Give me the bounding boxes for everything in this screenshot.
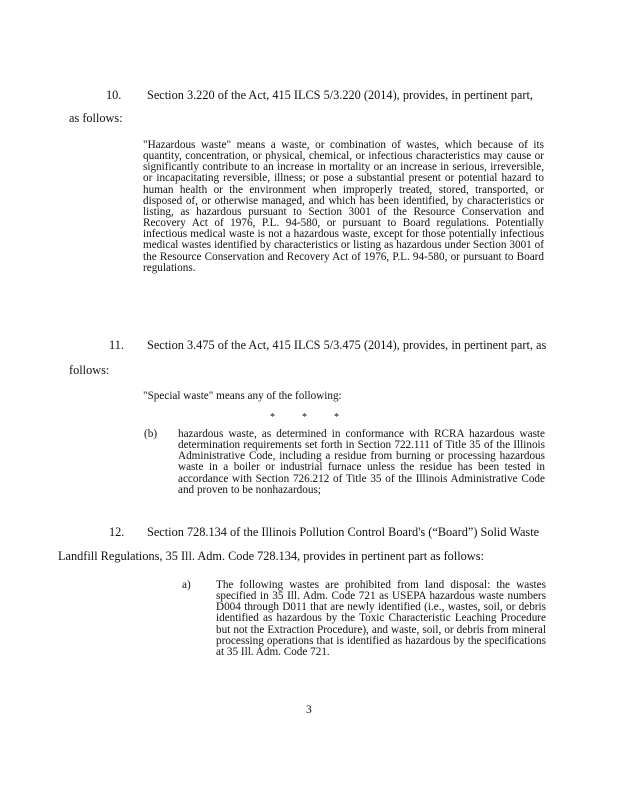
paragraph-12-number: 12. <box>109 525 125 539</box>
paragraph-10-number: 10. <box>106 88 122 102</box>
asterisk: * <box>334 412 339 423</box>
item-b-text: hazardous waste, as determined in conformance with RCRA hazardous waste determination requirements set forth in Section 722.111 of Title 35 of the Illinois Administrative Code, including a residue from burning or processing hazardous waste in a boiler or industrial furnace unless the residue has been tested in accordance with Section 726.212 of Title 35 of the Illinois Administrative Code and proven to be nonhazardous; <box>178 428 545 496</box>
paragraph-11-number: 11. <box>109 338 124 352</box>
paragraph-10-continuation: as follows: <box>69 111 123 125</box>
paragraph-11-first-line: Section 3.475 of the Act, 415 ILCS 5/3.475 (2014), provides, in pertinent part, as <box>147 338 547 352</box>
hazardous-waste-definition-quote: "Hazardous waste" means a waste, or combination of wastes, which because of its quantity, concentration, or physical, chemical, or infectious characteristics may cause or significantly contribute to an increase in mortality or an increase in serious, irreversible, or incapacitating reversible, illness; or pose a substantial present or potential hazard to human health or the environment when improperly treated, stored, transported, or disposed of, or otherwise managed, and which has been identified, by characteristics or listing, as hazardous pursuant to Section 3001 of the Resource Conservation and Recovery Act of 1976, P.L. 94-580, or pursuant to Board regulations. Potentially infectious medical waste is not a hazardous waste, except for those potentially infectious medical wastes identified by characteristics or listing as hazardous under Section 3001 of the Resource Conservation and Recovery Act of 1976, P.L. 94-580, or pursuant to Board regulations. <box>143 139 544 274</box>
paragraph-12-continuation: Landfill Regulations, 35 Ill. Adm. Code 728.134, provides in pertinent part as follows: <box>58 549 484 563</box>
item-b-label: (b) <box>144 428 158 440</box>
paragraph-11-continuation: follows: <box>69 363 110 377</box>
special-waste-intro: "Special waste" means any of the following: <box>143 390 342 402</box>
page-number: 3 <box>306 704 312 716</box>
prohibited-wastes-item-a <box>182 580 546 658</box>
paragraph-10-first-line: Section 3.220 of the Act, 415 ILCS 5/3.220 (2014), provides, in pertinent part, <box>147 88 533 102</box>
paragraph-12-first-line: Section 728.134 of the Illinois Pollution Control Board's (“Board”) Solid Waste <box>147 525 540 539</box>
special-waste-item-b <box>144 429 545 496</box>
item-a-text: The following wastes are prohibited from land disposal: the wastes specified in 35 Ill. Adm. Code 721 as USEPA hazardous waste numbers D004 through D011 that are newly identified (i.e., wastes, soil, or debris identified as hazardous by the Toxic Characteristic Leaching Procedure but not the Extraction Procedure), and waste, soil, or debris from mineral processing operations that is identified as hazardous by the specifications at 35 Ill. Adm. Code 721. <box>216 579 546 658</box>
asterisk: * <box>270 412 275 423</box>
omission-asterisks <box>270 412 340 424</box>
item-a-label: a) <box>182 579 191 591</box>
asterisk: * <box>302 412 307 423</box>
